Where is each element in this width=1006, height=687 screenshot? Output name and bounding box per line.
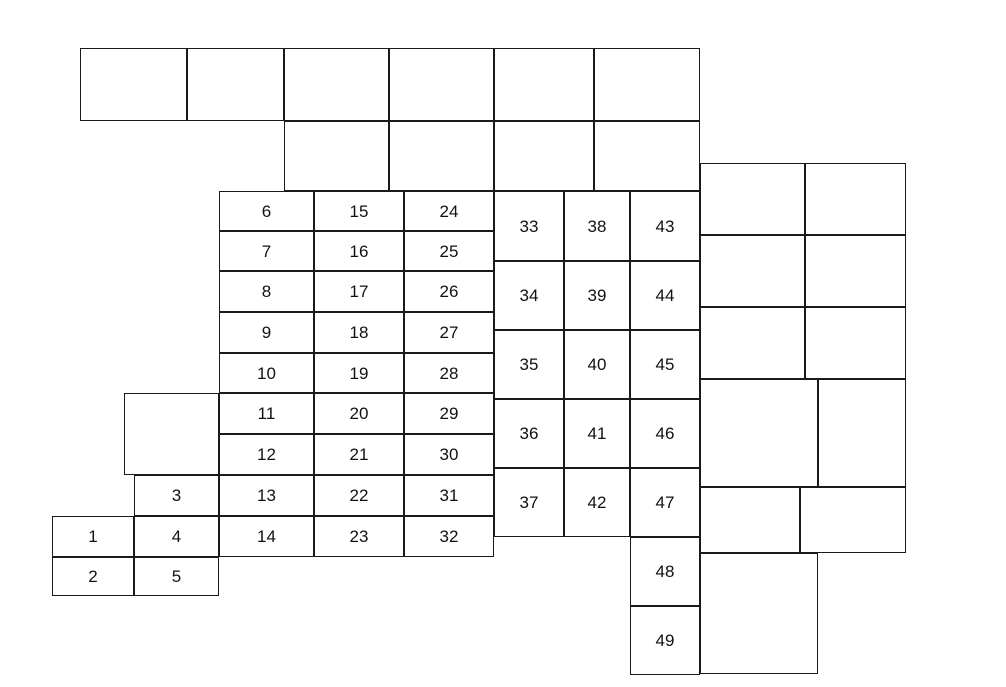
cell-label: 21 xyxy=(349,445,369,464)
cell-2[interactable] xyxy=(52,557,134,596)
cell-label: 47 xyxy=(655,493,675,512)
cell-right-top-4[interactable] xyxy=(700,307,805,379)
cell-r0-c4[interactable] xyxy=(494,48,594,121)
cell-13[interactable] xyxy=(219,475,314,516)
cell-right-low-1[interactable] xyxy=(800,487,906,553)
cell-17[interactable] xyxy=(314,271,404,312)
cell-49[interactable] xyxy=(630,606,700,675)
cell-label: 46 xyxy=(655,424,675,443)
cell-label: 25 xyxy=(439,241,459,261)
cell-label: 29 xyxy=(439,404,459,423)
cell-18[interactable] xyxy=(314,312,404,353)
cell-label: 15 xyxy=(349,201,369,221)
cell-right-mid-1[interactable] xyxy=(818,379,906,487)
cell-label: 16 xyxy=(349,241,369,261)
cell-38[interactable] xyxy=(564,191,630,261)
cell-20[interactable] xyxy=(314,393,404,434)
cell-26[interactable] xyxy=(404,271,494,312)
cell-24[interactable] xyxy=(404,191,494,231)
cell-label: 23 xyxy=(349,527,369,546)
cell-label: 24 xyxy=(439,201,459,221)
cell-label: 26 xyxy=(439,282,459,301)
cell-5[interactable] xyxy=(134,557,219,596)
cell-label: 49 xyxy=(655,631,675,650)
cell-14[interactable] xyxy=(219,516,314,557)
cell-label: 36 xyxy=(519,424,539,443)
cell-47[interactable] xyxy=(630,468,700,537)
cell-label: 40 xyxy=(587,355,607,374)
cell-23[interactable] xyxy=(314,516,404,557)
cell-right-low-0[interactable] xyxy=(700,487,800,553)
cell-10[interactable] xyxy=(219,353,314,393)
cell-12[interactable] xyxy=(219,434,314,475)
cell-15[interactable] xyxy=(314,191,404,231)
cell-right-top-0[interactable] xyxy=(700,163,805,235)
cell-label: 4 xyxy=(171,527,182,546)
cell-r0-c3[interactable] xyxy=(389,48,494,121)
cell-label: 5 xyxy=(171,567,182,586)
cell-label: 9 xyxy=(261,323,272,342)
cell-right-low-2[interactable] xyxy=(700,553,818,674)
cell-r0-c2[interactable] xyxy=(284,48,389,121)
cell-label: 33 xyxy=(519,216,539,236)
cell-label: 35 xyxy=(519,355,539,374)
cell-label: 43 xyxy=(655,216,675,236)
cell-30[interactable] xyxy=(404,434,494,475)
cell-43[interactable] xyxy=(630,191,700,261)
cell-label: 38 xyxy=(587,216,607,236)
cell-42[interactable] xyxy=(564,468,630,537)
cell-19[interactable] xyxy=(314,353,404,393)
cell-label: 11 xyxy=(257,404,276,423)
cell-label: 42 xyxy=(587,493,607,512)
cell-11[interactable] xyxy=(219,393,314,434)
cell-right-top-1[interactable] xyxy=(805,163,906,235)
cell-label: 19 xyxy=(349,363,369,383)
cell-right-top-3[interactable] xyxy=(805,235,906,307)
cell-label: 39 xyxy=(587,286,607,305)
cell-label: 45 xyxy=(655,355,675,374)
cell-label: 3 xyxy=(171,486,182,505)
cell-25[interactable] xyxy=(404,231,494,271)
cell-r1-c5[interactable] xyxy=(594,121,700,191)
cell-label: 30 xyxy=(439,445,459,464)
cell-label: 44 xyxy=(655,286,675,305)
cell-label: 48 xyxy=(655,562,675,581)
cell-label: 32 xyxy=(439,527,459,546)
cell-label: 20 xyxy=(349,404,369,423)
cell-label: 2 xyxy=(88,567,98,586)
cell-r0-c5[interactable] xyxy=(594,48,700,121)
cell-label: 10 xyxy=(257,363,276,383)
cell-r1-c3[interactable] xyxy=(389,121,494,191)
cell-r0-c0[interactable] xyxy=(80,48,187,121)
cell-label: 31 xyxy=(439,486,459,505)
cell-r1-c2[interactable] xyxy=(284,121,389,191)
cell-right-top-5[interactable] xyxy=(805,307,906,379)
cell-22[interactable] xyxy=(314,475,404,516)
cell-34[interactable] xyxy=(494,261,564,330)
cell-label: 13 xyxy=(257,486,276,505)
cell-40[interactable] xyxy=(564,330,630,399)
cell-28[interactable] xyxy=(404,353,494,393)
cell-21[interactable] xyxy=(314,434,404,475)
cell-46[interactable] xyxy=(630,399,700,468)
cell-label: 27 xyxy=(439,323,459,342)
cell-1[interactable] xyxy=(52,516,134,557)
cell-label: 1 xyxy=(88,527,98,546)
cell-39[interactable] xyxy=(564,261,630,330)
cell-6[interactable] xyxy=(219,191,314,231)
cell-8[interactable] xyxy=(219,271,314,312)
cell-41[interactable] xyxy=(564,399,630,468)
cell-label: 37 xyxy=(519,493,539,512)
cell-right-mid-0[interactable] xyxy=(700,379,818,487)
cell-label: 17 xyxy=(349,282,369,301)
cell-label: 12 xyxy=(257,445,276,464)
cell-label: 34 xyxy=(519,286,539,305)
cell-29[interactable] xyxy=(404,393,494,434)
cell-16[interactable] xyxy=(314,231,404,271)
cell-label: 28 xyxy=(439,363,459,383)
cell-label: 18 xyxy=(349,323,369,342)
cell-label: 8 xyxy=(261,282,272,301)
cell-4[interactable] xyxy=(134,516,219,557)
cell-9[interactable] xyxy=(219,312,314,353)
cell-36[interactable] xyxy=(494,399,564,468)
cell-r0-c1[interactable] xyxy=(187,48,284,121)
cell-3[interactable] xyxy=(134,475,219,516)
cell-r1-c4[interactable] xyxy=(494,121,594,191)
cell-label: 6 xyxy=(261,201,272,221)
cell-48[interactable] xyxy=(630,537,700,606)
cell-44[interactable] xyxy=(630,261,700,330)
cell-7[interactable] xyxy=(219,231,314,271)
cell-label: 41 xyxy=(587,424,607,443)
cell-37[interactable] xyxy=(494,468,564,537)
cell-32[interactable] xyxy=(404,516,494,557)
cell-label: 7 xyxy=(261,241,272,261)
cell-blank-left-upper[interactable] xyxy=(124,393,219,475)
cell-35[interactable] xyxy=(494,330,564,399)
cell-right-top-2[interactable] xyxy=(700,235,805,307)
cell-45[interactable] xyxy=(630,330,700,399)
cell-label: 14 xyxy=(257,527,276,546)
cell-27[interactable] xyxy=(404,312,494,353)
cell-31[interactable] xyxy=(404,475,494,516)
cell-33[interactable] xyxy=(494,191,564,261)
cell-label: 22 xyxy=(349,486,369,505)
